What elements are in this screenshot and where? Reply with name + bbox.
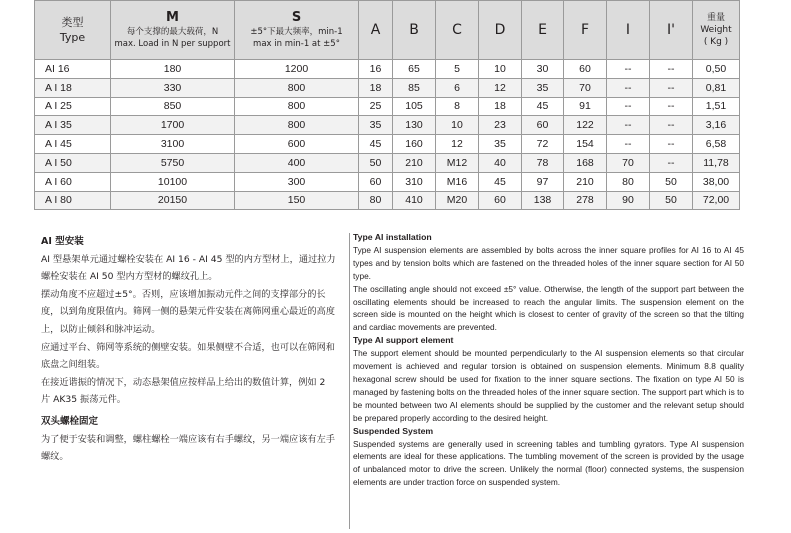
header-s-symbol: S [291, 10, 302, 25]
header-f: F [564, 1, 607, 60]
cell-b: 310 [393, 172, 436, 191]
cell-c: M12 [436, 153, 479, 172]
cell-m: 20150 [111, 191, 235, 210]
spec-table [34, 0, 740, 210]
table-row [35, 116, 740, 135]
table-row [35, 97, 740, 116]
cell-i: -- [607, 78, 650, 97]
table-row [35, 172, 740, 191]
cell-f: 91 [564, 97, 607, 116]
header-s-cn: ±5°下最大频率，min-1 [250, 27, 343, 37]
cell-f: 122 [564, 116, 607, 135]
cell-m: 3100 [111, 135, 235, 154]
chinese-text-column [41, 233, 337, 466]
cell-e: 45 [522, 97, 564, 116]
cell-e: 60 [522, 116, 564, 135]
header-a: A [359, 1, 393, 60]
cell-f: 168 [564, 153, 607, 172]
header-weight [693, 1, 740, 60]
cell-m: 180 [111, 60, 235, 79]
cell-type: A I 60 [35, 172, 111, 191]
cell-b: 85 [393, 78, 436, 97]
cell-i: 70 [607, 153, 650, 172]
paragraph-stud-bolt-cn: 为了便于安装和调整，螺柱螺栓一端应该有右手螺纹，另一端应该有左手螺纹。 [41, 433, 335, 463]
cell-i-prime: -- [650, 78, 693, 97]
cell-s: 800 [235, 97, 359, 116]
cell-weight: 0,81 [693, 78, 740, 97]
paragraph-angle-cn: 摆动角度不应超过±5°。否则，应该增加振动元件之间的支撑部分的长度，以到角度限值内。筛网一侧的悬架元件安装在离筛网重心最近的高度上，以防止倾斜和脉冲运动。 [41, 288, 335, 335]
cell-s: 300 [235, 172, 359, 191]
header-i-prime: I' [650, 1, 693, 60]
cell-e: 72 [522, 135, 564, 154]
header-weight-en: Weight [700, 25, 732, 35]
cell-a: 35 [359, 116, 393, 135]
header-m-en: max. Load in N per support [114, 39, 231, 49]
cell-e: 138 [522, 191, 564, 210]
cell-d: 60 [479, 191, 522, 210]
header-type-en: Type [59, 31, 86, 44]
header-type [35, 1, 111, 60]
cell-f: 210 [564, 172, 607, 191]
cell-a: 60 [359, 172, 393, 191]
section-heading-stud-bolt-cn: 双头螺栓固定 [41, 415, 99, 427]
cell-type: A I 18 [35, 78, 111, 97]
paragraph-installation-cn: AI 型悬架单元通过螺栓安装在 AI 16 - AI 45 型的内方型材上，通过拉力螺栓安装在 AI 50 型内方型材的螺纹孔上。 [41, 253, 336, 283]
english-text-column [353, 231, 744, 489]
cell-i-prime: -- [650, 60, 693, 79]
header-i: I [607, 1, 650, 60]
cell-c: 10 [436, 116, 479, 135]
cell-i-prime: -- [650, 97, 693, 116]
cell-i: -- [607, 97, 650, 116]
cell-i: -- [607, 135, 650, 154]
header-weight-cn: 重量 [706, 13, 725, 23]
cell-weight: 11,78 [693, 153, 740, 172]
cell-f: 278 [564, 191, 607, 210]
cell-e: 97 [522, 172, 564, 191]
cell-i-prime: -- [650, 153, 693, 172]
header-m-symbol: M [166, 10, 179, 25]
table-row [35, 135, 740, 154]
cell-f: 70 [564, 78, 607, 97]
cell-c: 6 [436, 78, 479, 97]
paragraph-mounting-cn: 应通过平台、筛网等系统的侧壁安装。如果侧壁不合适，也可以在筛网和底盘之间组装。 [41, 341, 335, 371]
paragraph-installation: Type AI suspension elements are assembled by bolts across the inner square profiles for AI 16 to AI 45 types and by tension bolts which are fastened on the threaded holes of the inner square section for AI 50 type. [353, 244, 744, 281]
cell-a: 80 [359, 191, 393, 210]
cell-s: 800 [235, 78, 359, 97]
cell-weight: 3,16 [693, 116, 740, 135]
cell-e: 30 [522, 60, 564, 79]
cell-type: A I 80 [35, 191, 111, 210]
cell-i: 80 [607, 172, 650, 191]
cell-d: 10 [479, 60, 522, 79]
header-weight-unit: ( Kg ) [703, 37, 729, 47]
header-s-en: max in min-1 at ±5° [253, 39, 340, 49]
header-m-cn: 每个支撑的最大载荷，N [126, 27, 219, 37]
cell-weight: 72,00 [693, 191, 740, 210]
cell-type: A I 50 [35, 153, 111, 172]
cell-m: 10100 [111, 172, 235, 191]
cell-b: 130 [393, 116, 436, 135]
table-row [35, 153, 740, 172]
cell-f: 60 [564, 60, 607, 79]
cell-d: 40 [479, 153, 522, 172]
cell-i-prime: 50 [650, 191, 693, 210]
header-d: D [479, 1, 522, 60]
cell-c: M20 [436, 191, 479, 210]
paragraph-support-element: The support element should be mounted perpendicularly to the AI suspension elements so that circular movement is achieved and regular torsion is obtained on suspension elements. Minimum 8.8 quality hexagonal screw should be used for fixation to the inner square sections. The fixation on type AI 50 is managed by fastening bolts on the threaded holes of the inner square section. The support part which is to be mounted between two AI elements should be supplied by the customer and the relevant setup should be prepared properly according to the desired height. [353, 348, 744, 423]
cell-type: AI 16 [35, 60, 111, 79]
cell-weight: 38,00 [693, 172, 740, 191]
cell-d: 45 [479, 172, 522, 191]
cell-i-prime: -- [650, 135, 693, 154]
header-e: E [522, 1, 564, 60]
table-row [35, 191, 740, 210]
cell-i: -- [607, 60, 650, 79]
cell-c: 8 [436, 97, 479, 116]
cell-type: A I 45 [35, 135, 111, 154]
cell-i-prime: -- [650, 116, 693, 135]
cell-d: 12 [479, 78, 522, 97]
cell-weight: 6,58 [693, 135, 740, 154]
cell-a: 18 [359, 78, 393, 97]
cell-c: M16 [436, 172, 479, 191]
section-heading-support-element: Type AI support element [353, 335, 454, 346]
cell-s: 1200 [235, 60, 359, 79]
cell-e: 78 [522, 153, 564, 172]
header-type-cn: 类型 [61, 16, 84, 29]
cell-i: -- [607, 116, 650, 135]
cell-weight: 1,51 [693, 97, 740, 116]
header-s [235, 1, 359, 60]
cell-a: 50 [359, 153, 393, 172]
cell-d: 23 [479, 116, 522, 135]
cell-s: 150 [235, 191, 359, 210]
cell-d: 35 [479, 135, 522, 154]
cell-b: 65 [393, 60, 436, 79]
cell-s: 600 [235, 135, 359, 154]
cell-type: A I 35 [35, 116, 111, 135]
table-row [35, 78, 740, 97]
paragraph-suspended-system: Suspended systems are generally used in screening tables and tumbling gyrators. Type AI suspension elements are ideal for these applications. The tumbling movement of the screen is provided by the usage of unbalanced motor to drive the screen. Unlikely the normal (floor) connected systems, the suspension elements are under traction force on suspended system. [353, 438, 744, 488]
cell-s: 400 [235, 153, 359, 172]
header-b: B [393, 1, 436, 60]
cell-a: 45 [359, 135, 393, 154]
cell-d: 18 [479, 97, 522, 116]
section-heading-installation-cn: AI 型安装 [41, 236, 84, 247]
cell-s: 800 [235, 116, 359, 135]
cell-b: 410 [393, 191, 436, 210]
header-row [35, 1, 740, 60]
cell-b: 160 [393, 135, 436, 154]
cell-b: 210 [393, 153, 436, 172]
cell-m: 850 [111, 97, 235, 116]
table-row [35, 60, 740, 79]
cell-type: A I 25 [35, 97, 111, 116]
paragraph-angle: The oscillating angle should not exceed ±5° value. Otherwise, the length of the support part between the oscillating elements should be increased to reach the angular limits. The suspension element on the screen side is mounted on the height which is closest to center of gravity of the screen so that the tilting and cardiac movements are prevented. [353, 283, 744, 333]
cell-c: 5 [436, 60, 479, 79]
cell-i-prime: 50 [650, 172, 693, 191]
header-c: C [436, 1, 479, 60]
column-divider [349, 233, 350, 529]
cell-b: 105 [393, 97, 436, 116]
cell-a: 25 [359, 97, 393, 116]
section-heading-installation: Type AI installation [353, 232, 432, 242]
paragraph-resonance-cn: 在接近谐振的情况下，动态悬架值应按样品上给出的数值计算，例如 2 片 AK35 振荡元件。 [41, 376, 326, 406]
cell-weight: 0,50 [693, 60, 740, 79]
cell-m: 330 [111, 78, 235, 97]
cell-i: 90 [607, 191, 650, 210]
cell-e: 35 [522, 78, 564, 97]
section-heading-suspended-system: Suspended System [353, 425, 434, 436]
header-m [111, 1, 235, 60]
cell-m: 5750 [111, 153, 235, 172]
cell-m: 1700 [111, 116, 235, 135]
cell-f: 154 [564, 135, 607, 154]
cell-a: 16 [359, 60, 393, 79]
cell-c: 12 [436, 135, 479, 154]
